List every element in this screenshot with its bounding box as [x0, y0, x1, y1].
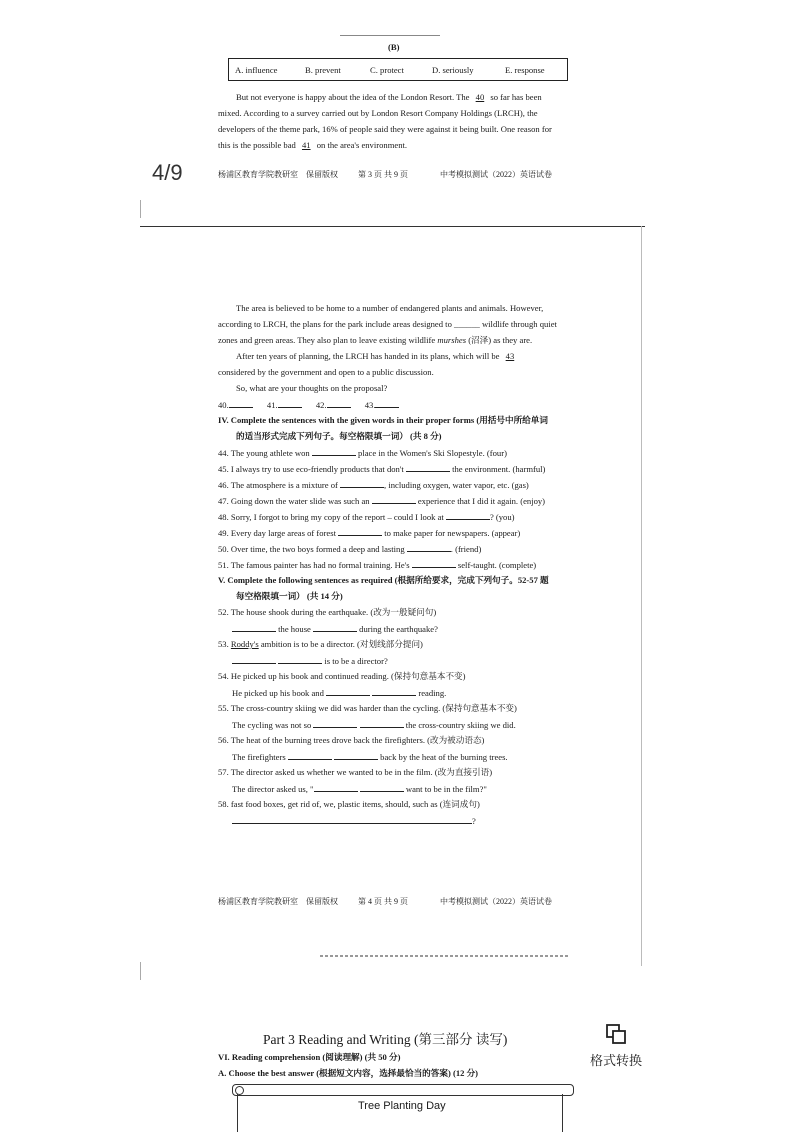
question-48: 48. Sorry, I forgot to bring my copy of the report – could I look at ? (you) [218, 512, 515, 522]
format-convert-button[interactable] [584, 1020, 648, 1070]
section-vi-heading: VI. Reading comprehension (阅读理解) (共 50 分) [218, 1052, 401, 1062]
section-iv-heading: IV. Complete the sentences with the given words in their proper forms (用括号中所给单词 [218, 415, 548, 425]
para-line: developers of the theme park, 16% of people said they were against it being built. One reason for [218, 124, 552, 134]
page-right-edge [641, 226, 642, 966]
format-convert-label: 格式转换 [590, 1053, 643, 1068]
para-line: according to LRCH, the plans for the park include areas designed to ______ wildlife through quiet [218, 319, 557, 329]
option-a: A. influence [235, 65, 278, 75]
question-50: 50. Over time, the two boys formed a deep and lasting . (friend) [218, 544, 482, 554]
section-v-heading-2: 每空格限填一词） (共 14 分) [236, 591, 343, 601]
answer-56: The firefighters back by the heat of the burning trees. [232, 752, 508, 762]
scan-bottom-edge [320, 955, 570, 957]
scroll-banner [232, 1084, 574, 1096]
section-iv-heading-2: 的适当形式完成下列句子。每空格限填一词） (共 8 分) [236, 431, 442, 441]
page-top-border [140, 226, 645, 227]
question-45: 45. I always try to use eco-friendly products that don't the environment. (harmful) [218, 464, 546, 474]
part-title: Part 3 Reading and Writing (第三部分 读写) [263, 1032, 508, 1047]
option-c: C. protect [370, 65, 404, 75]
question-47: 47. Going down the water slide was such an experience that I did it again. (enjoy) [218, 496, 546, 506]
footer-left: 杨浦区教育学院教研室 保留版权 [218, 897, 338, 906]
para-line: So, what are your thoughts on the proposal? [236, 383, 388, 393]
question-58: 58. fast food boxes, get rid of, we, plastic items, should, such as (连词成句) [218, 799, 480, 809]
question-53: 53. Roddy's ambition is to be a director. (对划线部分提问) [218, 639, 423, 649]
question-56: 56. The heat of the burning trees drove back the firefighters. (改为被动语态) [218, 735, 485, 745]
answer-58: ? [232, 815, 476, 826]
scan-edge [140, 200, 141, 218]
answer-53: is to be a director? [232, 655, 388, 666]
section-v-heading: V. Complete the following sentences as required (根据所给要求，完成下列句子。52-57 题 [218, 575, 549, 585]
page-top-line [340, 35, 440, 36]
question-52: 52. The house shook during the earthquake. (改为一般疑问句) [218, 607, 437, 617]
question-55: 55. The cross-country skiing we did was harder than the cycling. (保持句意基本不变) [218, 703, 517, 713]
para-line: considered by the government and open to a public discussion. [218, 367, 434, 377]
option-e: E. response [505, 65, 545, 75]
para-line: But not everyone is happy about the idea of the London Resort. The 40 so far has been [236, 92, 542, 102]
section-label: (B) [388, 42, 400, 52]
option-d: D. seriously [432, 65, 474, 75]
page-indicator: 4/9 [152, 160, 183, 185]
scroll-right-edge [562, 1094, 563, 1132]
option-b: B. prevent [305, 65, 341, 75]
question-51: 51. The famous painter has had no formal training. He's self-taught. (complete) [218, 560, 537, 570]
footer-page: 第 3 页 共 9 页 [358, 170, 408, 179]
copy-format-icon [604, 1022, 628, 1046]
answer-54: He picked up his book and reading. [232, 688, 447, 698]
footer-page: 第 4 页 共 9 页 [358, 897, 408, 906]
question-44: 44. The young athlete won place in the Women's Ski Slopestyle. (four) [218, 448, 507, 458]
answer-blanks: 40. 41. 42. 43. [218, 399, 399, 410]
para-line: The area is believed to be home to a number of endangered plants and animals. However, [236, 303, 544, 313]
answer-57: The director asked us, " want to be in the film?" [232, 784, 487, 794]
footer-left: 杨浦区教育学院教研室 保留版权 [218, 170, 338, 179]
scroll-left-edge [237, 1094, 238, 1132]
section-a-heading: A. Choose the best answer (根据短文内容，选择最恰当的答案) (12 分) [218, 1068, 479, 1078]
footer-right: 中考模拟测试（2022）英语试卷 [440, 170, 552, 179]
para-line: mixed. According to a survey carried out by London Resort Company Holdings (LRCH), the [218, 108, 538, 118]
answer-52: the house during the earthquake? [232, 623, 438, 634]
passage-title: Tree Planting Day [358, 1100, 446, 1112]
para-line: zones and green areas. They also plan to leave existing wildlife murshes (沼泽) as they are. [218, 335, 533, 345]
footer-right: 中考模拟测试（2022）英语试卷 [440, 897, 552, 906]
question-57: 57. The director asked us whether we wanted to be in the film. (改为直接引语) [218, 767, 493, 777]
options-box [228, 58, 568, 81]
para-line: this is the possible bad 41 on the area's environment. [218, 140, 408, 150]
scan-edge [140, 962, 141, 980]
question-46: 46. The atmosphere is a mixture of , including oxygen, water vapor, etc. (gas) [218, 480, 529, 490]
question-54: 54. He picked up his book and continued reading. (保持句意基本不变) [218, 671, 466, 681]
answer-55: The cycling was not so the cross-country skiing we did. [232, 720, 516, 730]
question-49: 49. Every day large areas of forest to make paper for newspapers. (appear) [218, 528, 521, 538]
para-line: After ten years of planning, the LRCH has handed in its plans, which will be 43 [236, 351, 515, 361]
